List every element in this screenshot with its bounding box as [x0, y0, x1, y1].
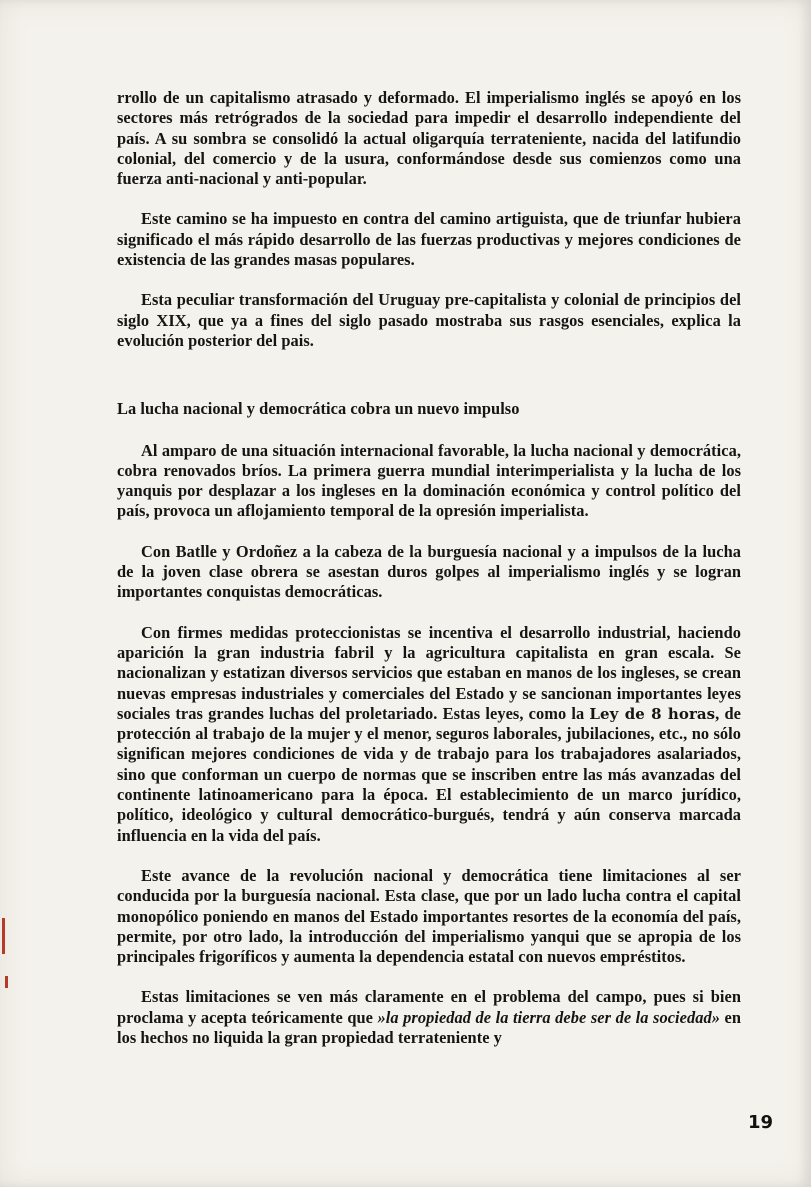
ley-8-horas: Ley de 8 horas	[589, 704, 716, 723]
paragraph-continuation: rrollo de un capitalismo atrasado y deformado. El imperialismo inglés se apoyó en los sectores más retrógrados de la sociedad para impedir el desarrollo independiente del país. A su sombra se consolidó la actual oligarquía terrateniente, nacida del latifundio colonial, del comercio y de la usura, conformándose desde sus comienzos como una fuerza anti-nacional y anti-popular.	[117, 88, 741, 189]
left-margin-mark	[2, 918, 5, 954]
paragraph-artiguista: Este camino se ha impuesto en contra del camino artiguista, que de triunfar hubiera significado el más rápido desarrollo de las fuerzas productivas y mejores condiciones de existencia de las grandes masas populares.	[117, 209, 741, 270]
paragraph-transformacion: Esta peculiar transformación del Uruguay pre-capitalista y colonial de principios del siglo XIX, que ya a fines del siglo pasado mostraba sus rasgos esenciales, explica la evolución posterior del pais.	[117, 290, 741, 350]
campo-text-after: en los hechos no liquida la gran propiedad terrateniente y	[117, 1007, 741, 1047]
body-text	[117, 88, 741, 1048]
page-number: 19	[747, 1112, 773, 1133]
paragraph-campo	[117, 987, 741, 1048]
section-heading: La lucha nacional y democrática cobra un nuevo impulso	[117, 399, 520, 419]
left-margin-mark-small	[5, 976, 8, 988]
quoted-phrase: »la propiedad de la tierra debe ser de la sociedad»	[377, 1007, 720, 1027]
campo-text-before: Estas limitaciones se ven más claramente en el problema del campo, pues si bien proclama y acepta teóricamente que	[117, 987, 741, 1027]
paragraph-situacion-internacional: Al amparo de una situación internacional favorable, la lucha nacional y democrática, cobra renovados bríos. La primera guerra mundial interimperialista y la lucha de los yanquis por desplazar a los ingleses en la dominación económica y control político del país, provoca un aflojamiento temporal de la opresión imperialista.	[117, 440, 741, 521]
paragraph-batlle: Con Batlle y Ordoñez a la cabeza de la burguesía nacional y a impulsos de la lucha de la joven clase obrera se asestan duros golpes al imperialismo inglés y se logran importantes conquistas democráticas.	[117, 541, 741, 602]
industrial-text-after: , de protección al trabajo de la mujer y el menor, seguros laborales, jubilaciones, etc., no sólo significan mejores condiciones de vida y de trabajo para los trabajadores asalariados, sino que conforman un cuerpo de normas que se inscriben entre las más avanzadas del continente latinoamericano para la época. El establecimiento de un marco jurídico, político, ideológico y cultural democrático-burgués, tendrá y aún conserva marcada influencia en la vida del país.	[117, 703, 741, 845]
paragraph-industrial	[117, 623, 741, 846]
paragraph-limitaciones: Este avance de la revolución nacional y democrática tiene limitaciones al ser conducida por la burguesía nacional. Esta clase, que por un lado lucha contra el capital monopólico poniendo en manos del Estado importantes resortes de la economía del país, permite, por otro lado, la introducción del imperialismo yanqui que se apropia de los principales frigoríficos y aumenta la dependencia estatal con nuevos empréstitos.	[117, 865, 741, 967]
industrial-text-before: Con firmes medidas proteccionistas se incentiva el desarrollo industrial, haciendo aparición la gran industria fabril y la agricultura capitalista en gran escala. Se nacionalizan y estatizan diversos servicios que estaban en manos de los ingleses, se crean nuevas empresas industriales y comerciales del Estado y se sancionan importantes leyes sociales tras grandes luchas del proletariado. Estas leyes, como la	[117, 622, 741, 723]
